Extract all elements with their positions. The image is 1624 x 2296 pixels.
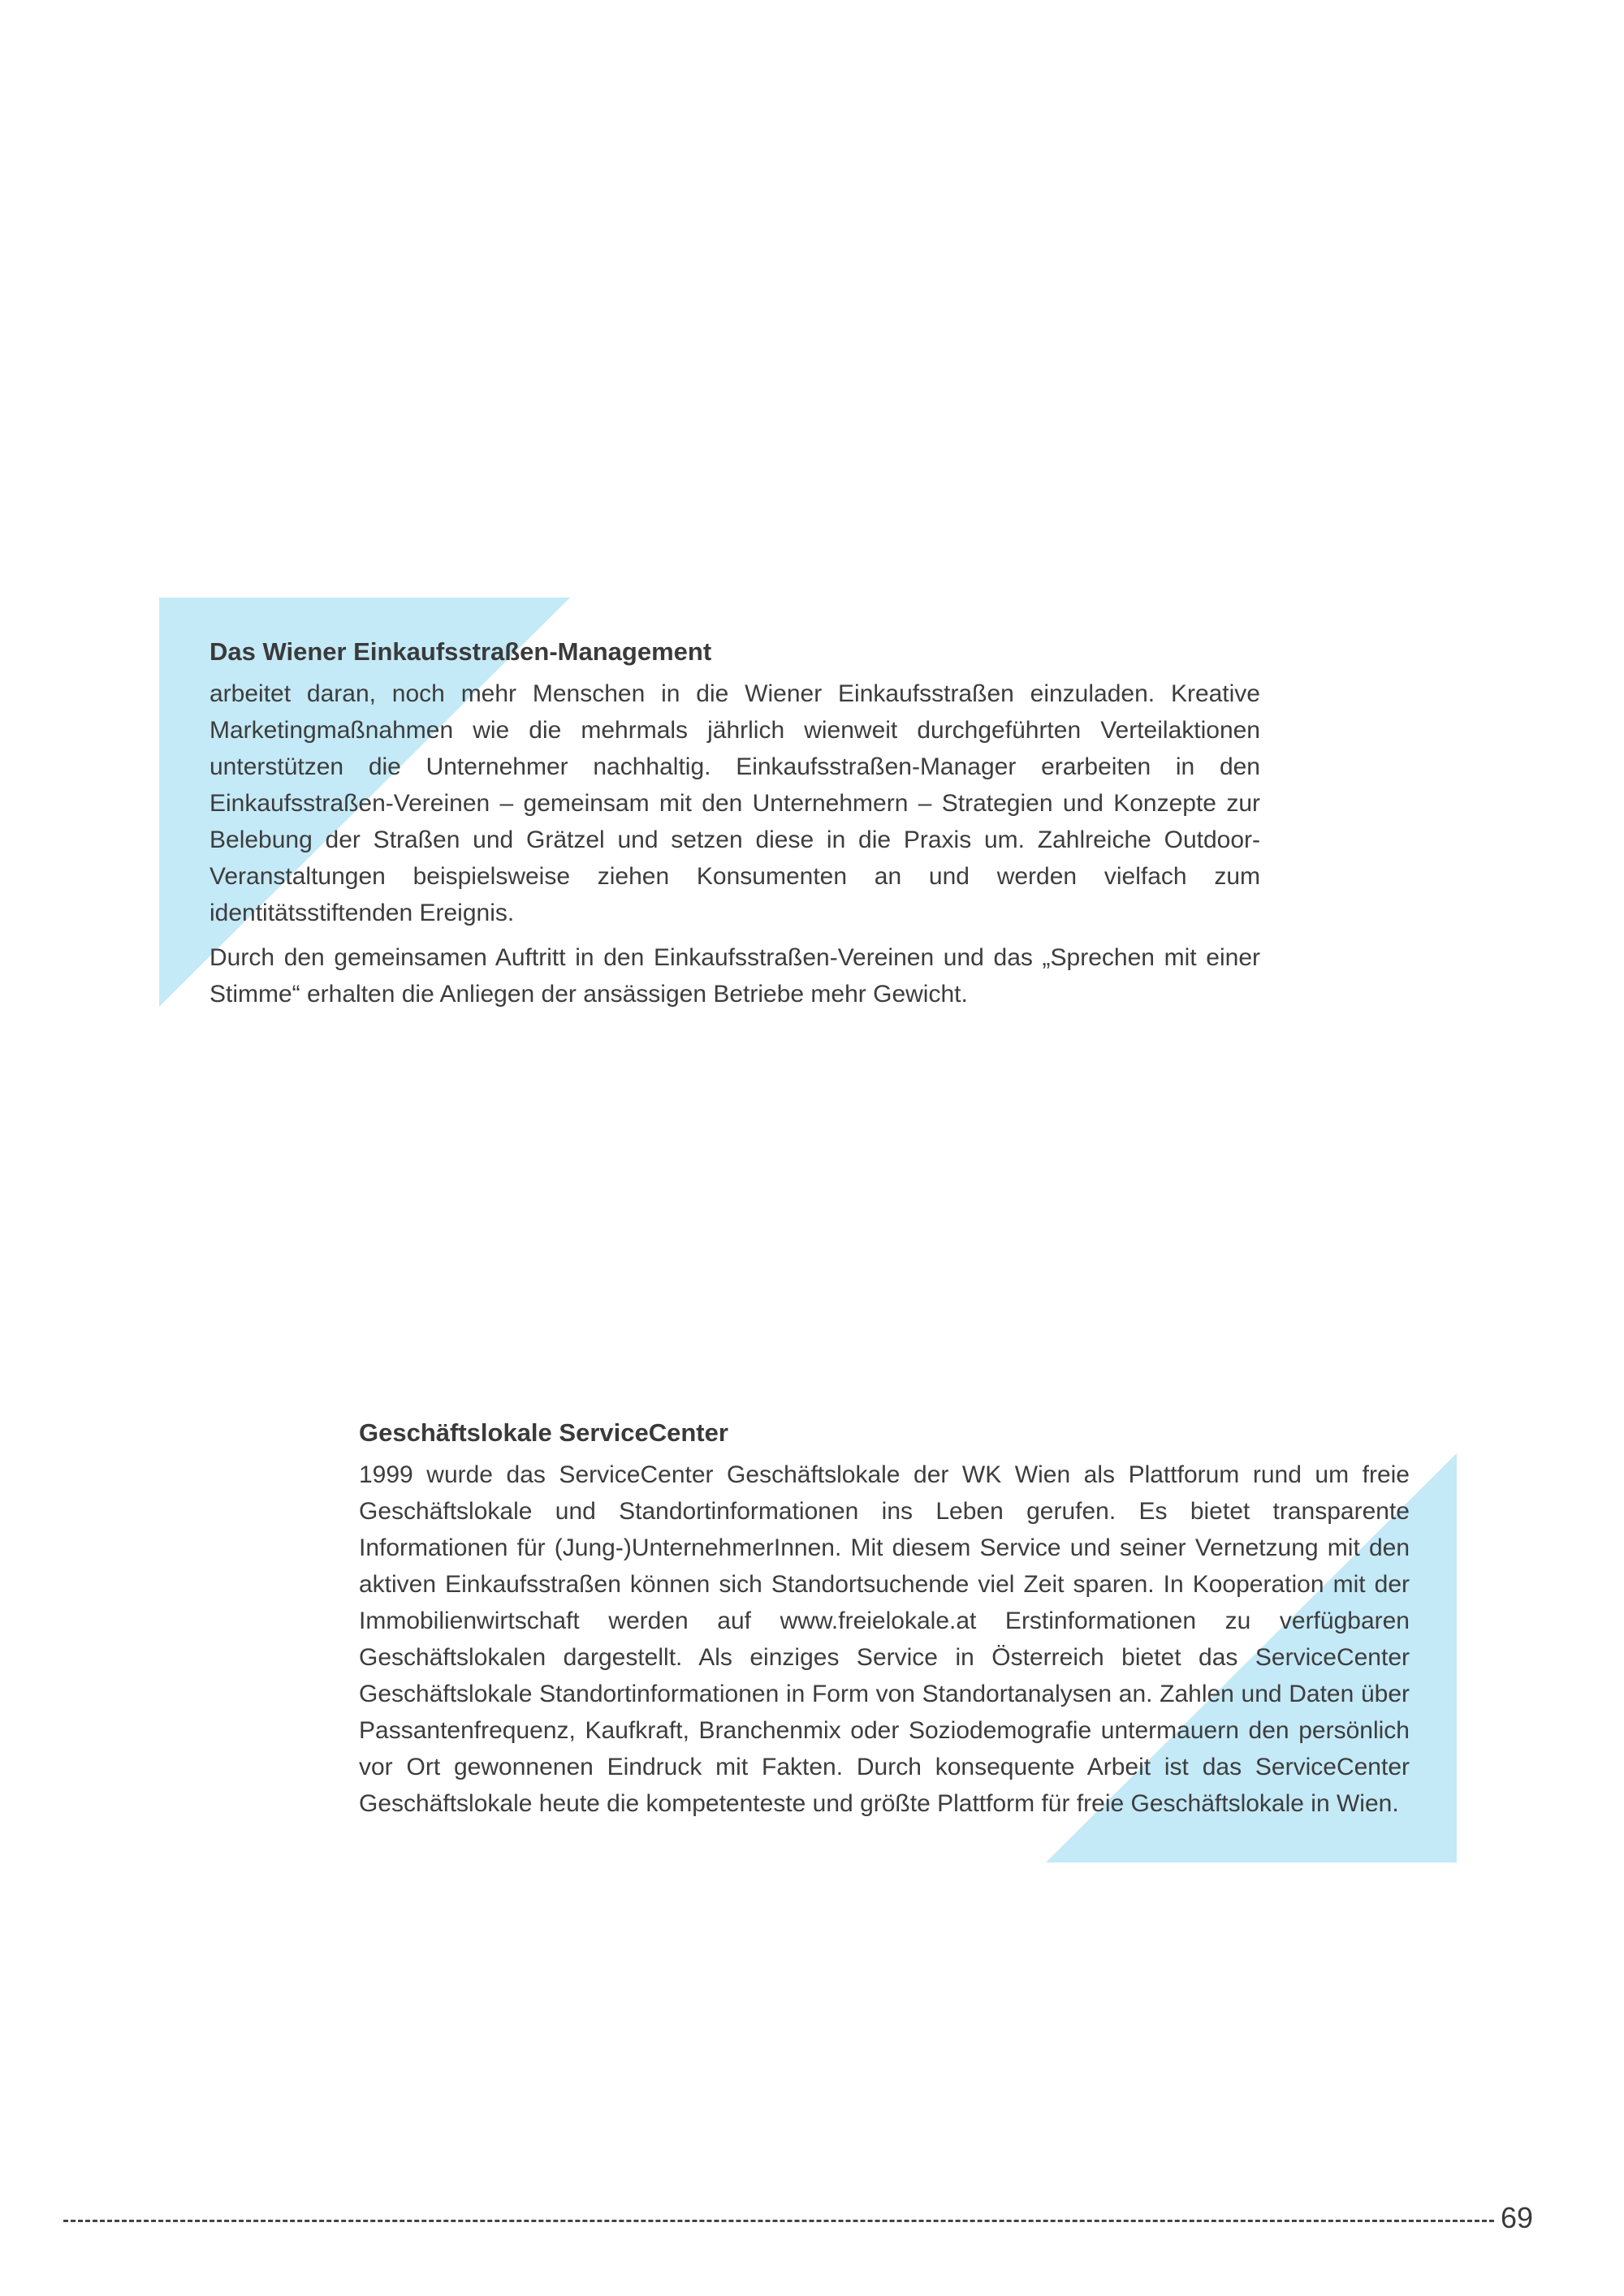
section-einkaufsstrassen-management: [209, 633, 1260, 1012]
section-paragraph: arbeitet daran, noch mehr Menschen in die Wiener Einkaufsstraßen einzuladen. Kreative Marketingmaßnahmen wie die mehrmals jährlich wienweit durchgeführten Verteilaktionen unterstützen die Unternehmer nachhaltig. Einkaufsstraßen-Manager erarbeiten in den Einkaufsstraßen-Vereinen – gemeinsam mit den Unternehmern – Strategien und Konzepte zur Belebung der Straßen und Grätzel und setzen diese in die Praxis um. Zahlreiche Outdoor-Veranstaltungen beispielsweise ziehen Konsumenten an und werden vielfach zum identitätsstiftenden Ereignis.: [209, 680, 1260, 926]
section-paragraph: Durch den gemeinsamen Auftritt in den Einkaufsstraßen-Vereinen und das „Sprechen mit einer Stimme“ erhalten die Anliegen der ansässigen Betriebe mehr Gewicht.: [209, 944, 1260, 1008]
section-paragraph: 1999 wurde das ServiceCenter Geschäftslokale der WK Wien als Plattforum rund um freie Geschäftslokale und Standortinformationen ins Leben gerufen. Es bietet transparente Informationen für (Jung-)UnternehmerInnen. Mit diesem Service und seiner Vernetzung mit den aktiven Einkaufsstraßen können sich Standortsuchende viel Zeit sparen. In Kooperation mit der Immobilienwirtschaft werden auf www.freielokale.at Erstinformationen zu verfügbaren Geschäftslokalen dargestellt. Als einziges Service in Österreich bietet das ServiceCenter Geschäftslokale Standortinformationen in Form von Standortanalysen an. Zahlen und Daten über Passantenfrequenz, Kaufkraft, Branchenmix oder Soziodemografie untermauern den persönlich vor Ort gewonnenen Eindruck mit Fakten. Durch konsequente Arbeit ist das ServiceCenter Geschäftslokale heute die kompetenteste und größte Plattform für freie Geschäftslokale in Wien.: [359, 1461, 1410, 1817]
section-heading: Geschäftslokale ServiceCenter: [359, 1418, 728, 1447]
page-number: 69: [1501, 2201, 1534, 2234]
section-geschaeftslokale-servicecenter: [359, 1414, 1410, 1822]
section-heading: Das Wiener Einkaufsstraßen-Management: [209, 637, 712, 666]
footer-dashed-rule: [63, 2220, 1494, 2222]
